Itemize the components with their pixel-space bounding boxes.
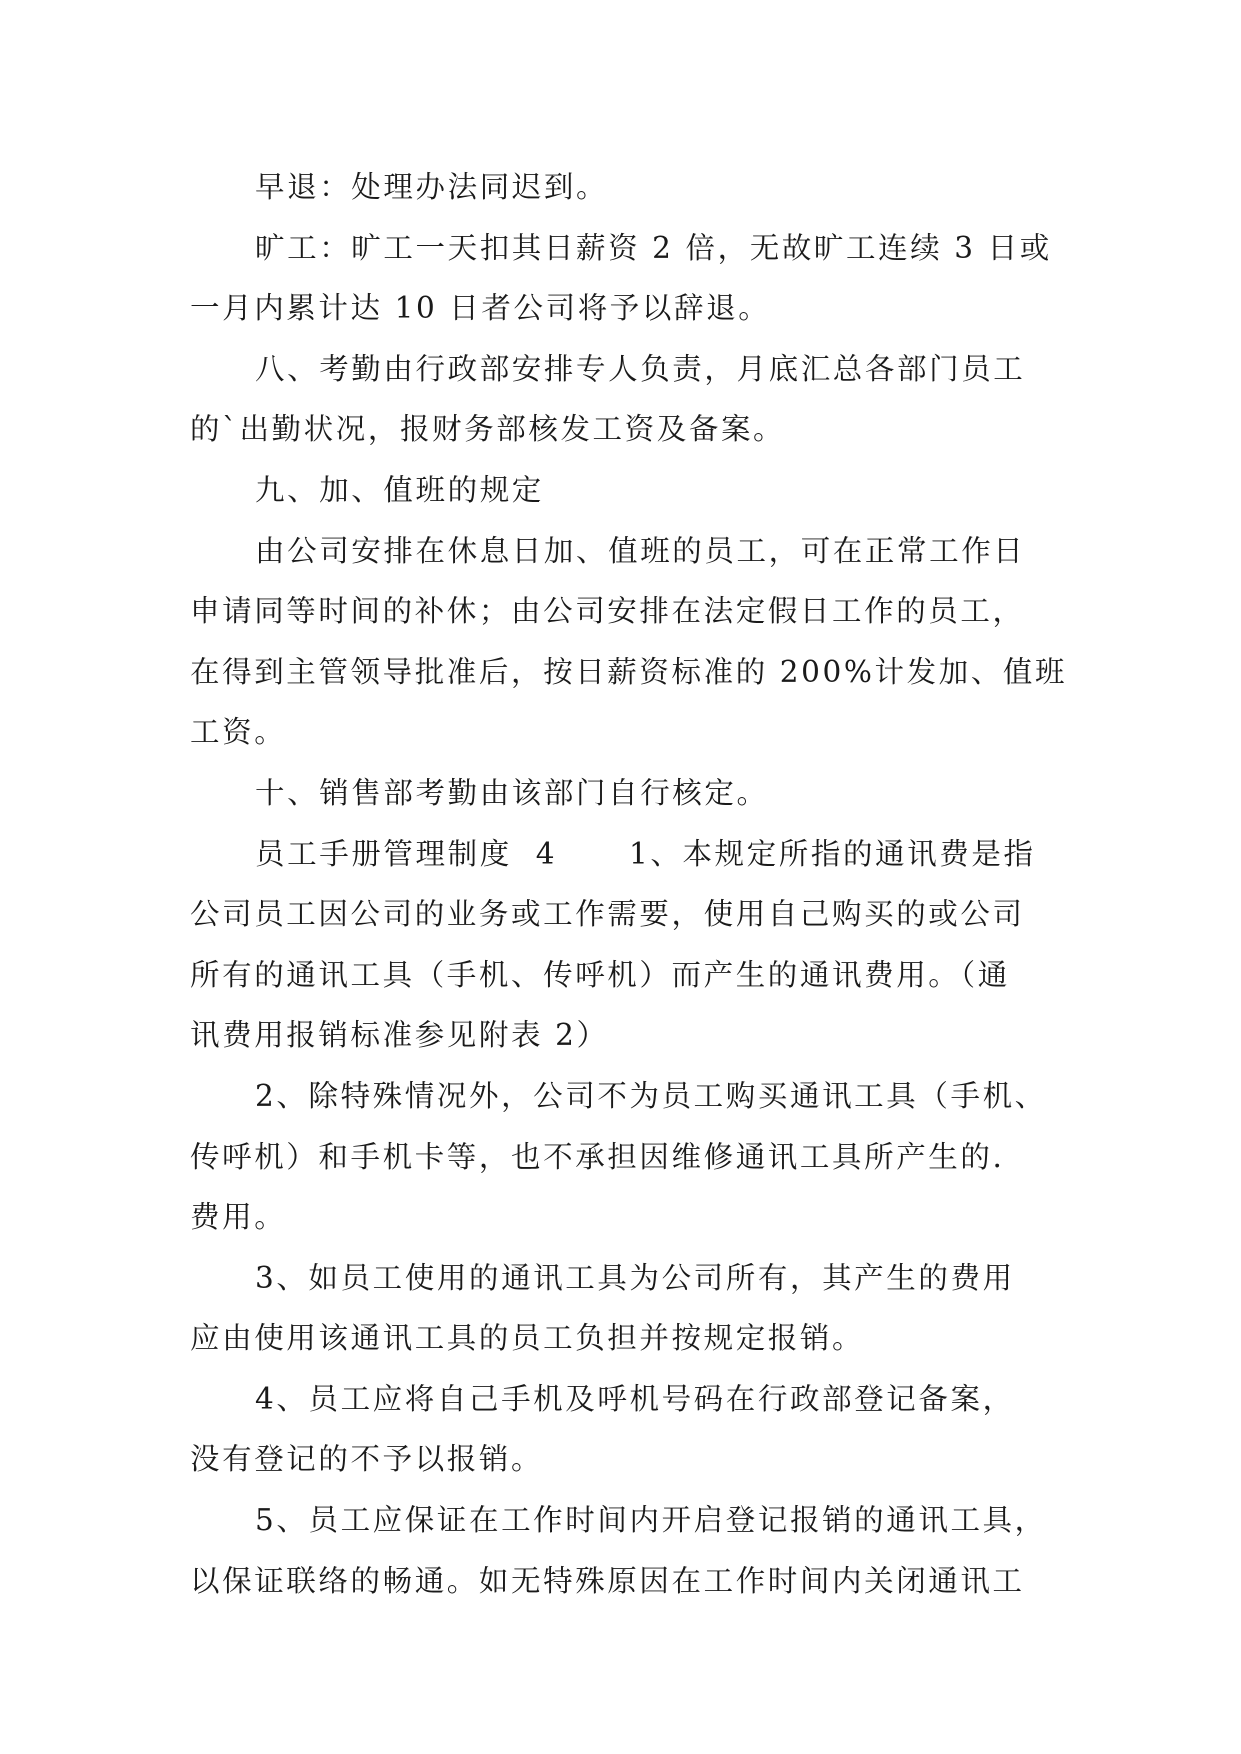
text-line: 传呼机）和手机卡等，也不承担因维修通讯工具所产生的.: [190, 1139, 1005, 1174]
text-line: 以保证联络的畅通。如无特殊原因在工作时间内关闭通讯工: [190, 1563, 1025, 1598]
text-line: 4、员工应将自己手机及呼机号码在行政部登记备案，: [255, 1381, 1015, 1416]
text-line: 2、除特殊情况外，公司不为员工购买通讯工具（手机、: [255, 1078, 1047, 1113]
text-line: 早退：处理办法同迟到。: [255, 170, 609, 204]
text-line: 在得到主管领导批准后，按日薪资标准的 200%计发加、值班: [190, 654, 1068, 689]
text-line: 员工手册管理制度 4 1、本规定所指的通讯费是指: [255, 836, 1036, 871]
text-line: 公司员工因公司的业务或工作需要，使用自己购买的或公司: [190, 897, 1025, 932]
text-line: 应由使用该通讯工具的员工负担并按规定报销。: [190, 1321, 865, 1356]
text-line: 所有的通讯工具（手机、传呼机）而产生的通讯费用。（通: [190, 957, 1010, 992]
text-line: 3、如员工使用的通讯工具为公司所有，其产生的费用: [255, 1260, 1015, 1295]
document-body: [190, 157, 1070, 1611]
text-line: 由公司安排在休息日加、值班的员工，可在正常工作日: [255, 533, 1026, 568]
text-line: 的`出勤状况，报财务部核发工资及备案。: [190, 412, 786, 447]
text-line: 八、考勤由行政部安排专人负责，月底汇总各部门员工: [255, 351, 1026, 386]
text-line: 工资。: [190, 715, 287, 750]
text-line: 申请同等时间的补休；由公司安排在法定假日工作的员工，: [190, 594, 1025, 629]
text-line: 十、销售部考勤由该部门自行核定。: [255, 775, 769, 810]
text-line: 旷工：旷工一天扣其日薪资 2 倍，无故旷工连续 3 日或: [255, 230, 1052, 265]
text-line: 一月内累计达 10 日者公司将予以辞退。: [190, 291, 771, 326]
text-line: 讯费用报销标准参见附表 2）: [190, 1018, 609, 1053]
text-line: 费用。: [190, 1200, 287, 1235]
text-line: 九、加、值班的规定: [255, 472, 544, 507]
text-line: 5、员工应保证在工作时间内开启登记报销的通讯工具，: [255, 1503, 1047, 1538]
text-line: 没有登记的不予以报销。: [190, 1442, 544, 1477]
